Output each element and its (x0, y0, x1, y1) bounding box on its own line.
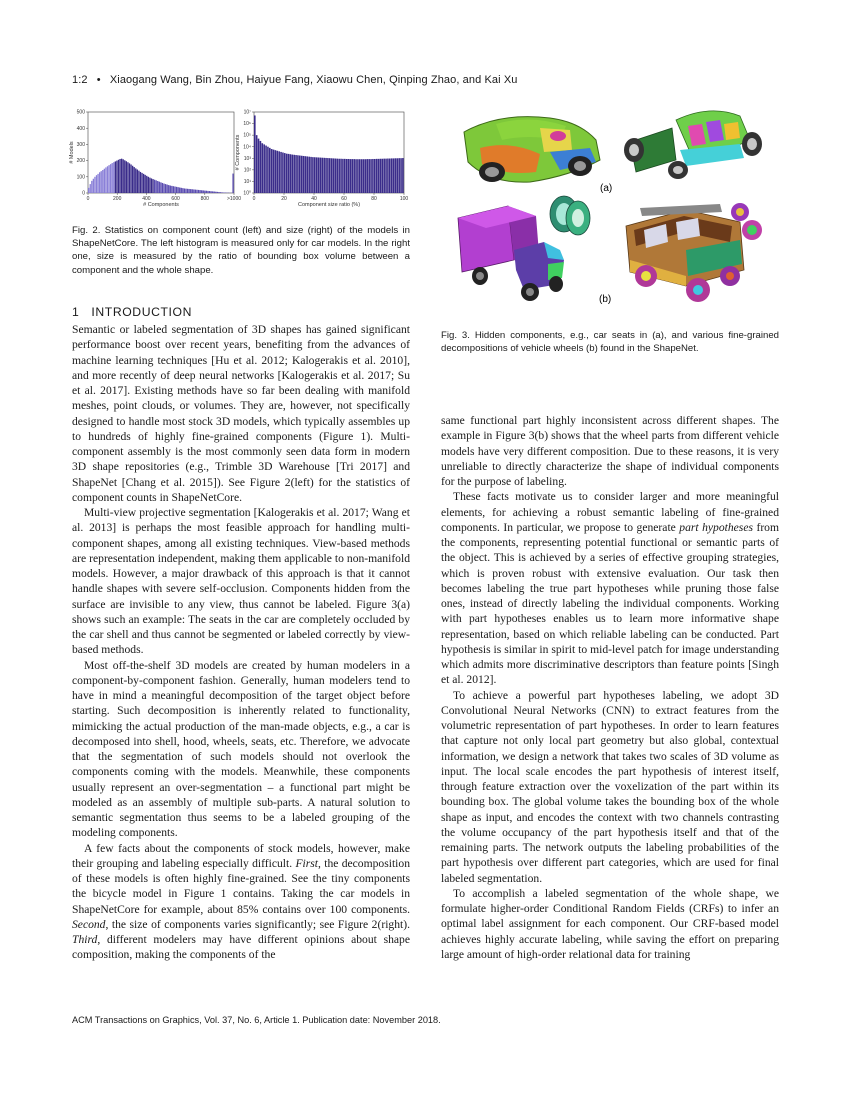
histogram-bar (137, 170, 138, 193)
histogram-bar (154, 180, 155, 193)
y-tick-label: 100 (76, 174, 85, 181)
histogram-bar (107, 166, 108, 193)
emphasis-third: Third (72, 933, 98, 946)
histogram-bar (105, 167, 106, 193)
figure-2-charts (68, 106, 410, 210)
y-tick-label: 400 (76, 125, 85, 132)
x-tick-label: 40 (311, 196, 317, 202)
histogram-component-count (69, 110, 241, 208)
author-list: Xiaogang Wang, Bin Zhou, Haiyue Fang, Xiaowu Chen, Qinping Zhao, and Kai Xu (109, 74, 518, 86)
histogram-bar (212, 191, 213, 193)
histogram-bar (88, 188, 89, 193)
histogram-bar (126, 161, 127, 193)
histogram-bar (160, 182, 161, 193)
histogram-bar (342, 159, 344, 193)
histogram-bar (165, 184, 166, 193)
histogram-bar (355, 159, 357, 193)
histogram-bar (174, 187, 175, 193)
histogram-bar (383, 159, 385, 193)
histogram-bar (218, 192, 219, 193)
histogram-bar (187, 189, 188, 193)
histogram-bar (361, 159, 363, 193)
histogram-bar (331, 158, 333, 193)
histogram-bar (325, 158, 327, 193)
histogram-bar (162, 183, 163, 193)
plot-frame (88, 112, 234, 193)
histogram-bar (176, 187, 177, 193)
histogram-bar (329, 158, 331, 193)
y-tick-label: 0 (82, 190, 85, 197)
histogram-bar (140, 172, 141, 193)
x-tick-label: 400 (142, 196, 151, 202)
histogram-bar (301, 156, 303, 193)
histogram-bar (203, 190, 204, 193)
header-separator: • (96, 74, 101, 86)
suv-render (626, 203, 762, 302)
section-number: 1 (72, 305, 80, 319)
histogram-bar (376, 159, 378, 193)
left-text-column (72, 322, 410, 963)
histogram-bar (372, 159, 374, 193)
histogram-bar (192, 189, 193, 193)
text-run: A few facts about the components of stock models, however, make their grouping and labeling especially difficult. (72, 841, 410, 870)
histogram-bar (173, 186, 174, 193)
histogram-bar (159, 182, 160, 193)
histogram-bar (112, 163, 113, 193)
running-header (72, 74, 517, 86)
histogram-bar (198, 190, 199, 193)
car-hidden-seats-render (464, 117, 600, 183)
histogram-bar (310, 157, 312, 193)
histogram-bar (141, 173, 142, 193)
histogram-bar (123, 159, 124, 193)
histogram-bar (363, 159, 365, 193)
histogram-bar (185, 189, 186, 193)
histogram-bar (348, 159, 350, 193)
emphasis-part-hypotheses: part hypotheses (679, 520, 753, 534)
histogram-bar (195, 190, 196, 193)
paragraph-right-4: To accomplish a labeled segmentation of the whole shape, we formulate higher-order Conditional Random Fields (CRFs) to infer an optimal label assignment for each component. Our CRF-based model achieves highly accurate labeling, while saving the effort on preparing large amount of high-order relational data for training (441, 886, 779, 961)
histogram-bar (145, 175, 146, 193)
histogram-bar (97, 174, 98, 193)
emphasis-first: First (295, 856, 319, 870)
histogram-bar (232, 174, 233, 193)
histogram-bar (135, 168, 136, 193)
histogram-bar (168, 185, 169, 193)
histogram-bar (104, 169, 105, 193)
histogram-bar (397, 158, 399, 193)
histogram-bar (389, 159, 391, 193)
histogram-bar (353, 159, 355, 193)
histogram-bar (288, 154, 290, 193)
right-text-column (441, 413, 779, 962)
histogram-bar (346, 159, 348, 193)
x-tick-label: 600 (171, 196, 180, 202)
histogram-bar (221, 192, 222, 193)
histogram-bar (113, 162, 114, 193)
histogram-bar (275, 150, 277, 193)
paragraph-right-2 (441, 489, 779, 687)
histogram-bar (320, 158, 322, 193)
histogram-bar (258, 139, 260, 193)
histogram-bar (199, 190, 200, 193)
histogram-bar (340, 159, 342, 193)
x-tick-label: 60 (341, 196, 347, 202)
histogram-bar (118, 160, 119, 193)
histogram-bar (204, 191, 205, 193)
histogram-bar (374, 159, 376, 193)
y-tick-label: 10⁴ (243, 144, 251, 151)
histogram-bar (359, 159, 361, 193)
histogram-bar (260, 141, 262, 193)
histogram-bar (277, 151, 279, 193)
histogram-bar (352, 159, 354, 193)
paragraph-right-3: To achieve a powerful part hypotheses labeling, we adopt 3D Convolutional Neural Networks (CNN) to extract features from the volumetric representation of part hypotheses. In order to learn features that capture not only local part geometry but also global, contextual information, we design a network that takes two scales of 3D volume as input. The local scale encodes the part hypothesis of interest itself, through feature extraction over the voxelization of the part within its bounding box. The global volume takes the bounding box of the whole shape as input, and encodes the context with two channels contrasting the volume occupancy of the part hypothesis itself and that of the remaining parts. The network outputs the labeling probabilities of the part hypothesis over different part categories, which are used for final labeled segmentation. (441, 688, 779, 885)
histogram-bar (316, 157, 318, 193)
histogram-bar (395, 158, 397, 193)
histogram-bar (254, 115, 256, 193)
histogram-bar (337, 159, 339, 193)
histogram-bar (307, 156, 309, 193)
figure-3b-label: (b) (599, 294, 612, 305)
histogram-bar (323, 158, 325, 193)
histogram-component-size (235, 110, 408, 208)
histogram-bar (293, 155, 295, 193)
page-number: 1:2 (72, 74, 88, 86)
figure-2-caption: Fig. 2. Statistics on component count (left) and size (right) of the models in ShapeNetCore. The left histogram is measured only for car models. In the right one, size is measured by the ratio of bounding box volume between a component and the whole shape. (72, 225, 410, 276)
histogram-bar (110, 164, 111, 193)
text-run: from the components, representing potential functional or semantic parts of the object. This is achieved by a series of effective grouping strategies, which is proven robust with extensive evaluation. Our task then becomes labeling the true part hypotheses while pruning those false ones, instead of directly labeling the individual components. Working with part hypotheses enables us to learn more informative shape representation, based on which reliable labeling can be conducted. Part hypothesis is similar in spirit to mid-level patch for image understanding which admits more discriminative descriptors than feature points [Singh et al. 2012]. (441, 520, 779, 687)
x-tick-label: 200 (113, 196, 122, 202)
histogram-bar (108, 165, 109, 193)
histogram-bar (116, 161, 117, 193)
x-tick-label: 20 (281, 196, 287, 202)
emphasis-second: Second (72, 917, 106, 931)
histogram-bar (214, 192, 215, 193)
histogram-bar (280, 152, 282, 193)
x-tick-label: 0 (252, 196, 256, 202)
histogram-bar (146, 176, 147, 193)
histogram-bar (367, 159, 369, 193)
histogram-bar (171, 186, 172, 193)
histogram-bar (365, 159, 367, 193)
histogram-bar (278, 151, 280, 193)
histogram-bar (350, 159, 352, 193)
histogram-bar (368, 159, 370, 193)
histogram-bar (344, 159, 346, 193)
histogram-bar (181, 188, 182, 193)
wheel-decomposition-render (550, 196, 590, 235)
y-tick-label: 10⁷ (243, 109, 251, 116)
histogram-bar (333, 158, 335, 193)
y-tick-label: 10⁶ (243, 121, 251, 128)
y-tick-label: 10¹ (243, 179, 251, 186)
histogram-bar (196, 190, 197, 193)
paragraph-intro-1: Semantic or labeled segmentation of 3D shapes has gained significant performance boost over recent years, benefiting from the advances of machine learning techniques [Hu et al. 2012; Kalogerakis et al. 2010], and more recently of deep neural networks [Kalogerakis et al. 2017; Su et al. 2017]. Existing methods have so far been dealing with manifold meshes, point clouds, or volumes. They are, however, not specifically designed to handle most stock 3D models, which typically assembles up to hundreds of highly fine-grained components (Figure 1). Multi-component assembly is the most commonly seen data form in modern 3D shape repositories (e.g., Trimble 3D Warehouse [Tri 2017] and ShapeNet [Chang et al. 2015]). See Figure 2(left) for the statistics of component counts in ShapeNetCore. (72, 323, 410, 504)
histogram-bar (273, 150, 275, 193)
histogram-bar (387, 159, 389, 193)
section-title: INTRODUCTION (91, 305, 193, 319)
histogram-bar (206, 191, 207, 193)
histogram-bar (143, 174, 144, 193)
histogram-bar (303, 156, 305, 193)
paragraph-right-1: same functional part highly inconsistent across different shapes. The example in Figure 3(b) shows that the wheel parts from different vehicle models have very different composition. Due to these reasons, it is very unreliable to directly characterize the shape of individual components for the purpose of labeling. (441, 414, 779, 488)
histogram-bar (282, 153, 284, 194)
y-tick-label: 10⁵ (243, 132, 251, 139)
histogram-bar (190, 189, 191, 193)
histogram-bar (124, 160, 125, 193)
paragraph-intro-4 (72, 841, 410, 963)
y-axis-label: # Components (235, 134, 241, 171)
histogram-bar (312, 157, 314, 193)
histogram-bar (357, 159, 359, 193)
histogram-bar (207, 191, 208, 193)
histogram-bar (292, 155, 294, 193)
histogram-bar (149, 178, 150, 193)
x-tick-label: 100 (399, 196, 409, 202)
histogram-bar (327, 158, 329, 193)
histogram-bar (370, 159, 372, 193)
histogram-bar (382, 159, 384, 193)
x-tick-label: 800 (200, 196, 209, 202)
histogram-bar (398, 158, 400, 193)
histogram-bar (130, 164, 131, 193)
histogram-bar (157, 181, 158, 193)
x-axis-label: Component size ratio (%) (297, 202, 361, 208)
histogram-bar (263, 144, 265, 193)
histogram-bar (335, 159, 337, 193)
histogram-bar (188, 189, 189, 193)
histogram-bar (121, 159, 122, 193)
histogram-bar (129, 163, 130, 193)
histogram-bar (295, 155, 297, 193)
y-tick-label: 500 (76, 109, 85, 116)
histogram-bar (391, 158, 393, 193)
histogram-bar (138, 171, 139, 193)
histogram-bar (94, 177, 95, 193)
histogram-bar (166, 185, 167, 193)
histogram-bar (209, 191, 210, 193)
histogram-bar (156, 180, 157, 193)
section-heading (72, 305, 192, 319)
histogram-bar (215, 192, 216, 193)
histogram-bar (151, 178, 152, 193)
histogram-bar (385, 159, 387, 193)
figure-3-renderings (440, 100, 780, 312)
histogram-bar (201, 190, 202, 193)
y-tick-label: 200 (76, 158, 85, 165)
x-axis-label: # Components (143, 202, 179, 208)
histogram-bar (314, 157, 316, 193)
histogram-bar (99, 172, 100, 193)
histogram-bar (305, 156, 307, 193)
histogram-bar (322, 158, 324, 193)
histogram-bar (265, 146, 267, 193)
text-run: , the decomposition of these models is often highly fine-grained. See the tiny components the bicycle model in Figure 1 contains. Taking the car models in ShapeNetCore for example, about 85% contains over 100 components. (72, 856, 410, 916)
histogram-bar (152, 179, 153, 193)
histogram-bar (210, 191, 211, 193)
paragraph-intro-3: Most off-the-shelf 3D models are created by human modelers in a component-by-component fashion. Generally, human modelers tend to have in mind a meaningful decomposition of the target object before starting. Such decomposition is inherently related to functionality, mimicking the actual production of the man-made objects, e.g., a car is decomposed into shell, hood, wheels, seats, etc. Therefore, we advocate that the segmentation of such models should not overlook the components coming with the models. Meanwhile, these components usually represent an over-segmentation – a functional part might be modeled as an assembly of multiple sub-parts. A natural solution to semantic segmentation thus seems to be a labeled grouping of the modeling components. (72, 658, 410, 840)
histogram-bar (132, 166, 133, 193)
histogram-bar (184, 188, 185, 193)
y-tick-label: 10² (243, 167, 251, 174)
histogram-bar (220, 192, 221, 193)
histogram-bar (91, 181, 92, 193)
text-run: These facts motivate us to consider larger and more meaningful elements, for achieving a robust semantic labeling of fine-grained components. In particular, we propose to generate (441, 490, 779, 534)
histogram-bar (90, 184, 91, 193)
histogram-bar (290, 154, 292, 193)
x-tick-label: 80 (371, 196, 377, 202)
histogram-bar (170, 186, 171, 193)
histogram-bar (134, 167, 135, 193)
histogram-bar (217, 192, 218, 193)
figure-3a-label: (a) (600, 183, 613, 194)
histogram-bar (286, 154, 288, 193)
text-run: , the size of components varies significantly; see Figure 2(right). (105, 917, 410, 931)
histogram-bar (269, 148, 271, 193)
histogram-bar (262, 143, 264, 193)
paragraph-intro-2: Multi-view projective segmentation [Kalogerakis et al. 2017; Wang et al. 2013] is perhaps the most feasible approach for handling multi-component shapes, among all existing techniques. View-based methods are representation independent, making them applicable to non-manifold models. However, a major drawback of this approach is that it cannot handle shapes with severe self-occlusion. Components hidden from the surface are invisible to any view, thus cannot be labeled. Figure 3(a) shows such an example: The seats in the car are completely occluded by the car shell and thus cannot be segmented or labeled correctly by view-based methods. (72, 506, 410, 657)
histogram-bar (267, 147, 269, 193)
histogram-bar (380, 159, 382, 193)
histogram-bar (148, 177, 149, 193)
text-run: , different modelers may have different opinions about shape composition, making the components of the (72, 933, 410, 962)
figure-3-caption: Fig. 3. Hidden components, e.g., car seats in (a), and various fine-grained decompositions of vehicle wheels (b) found in the ShapeNet. (441, 330, 779, 355)
x-tick-label: >1000 (226, 196, 242, 202)
y-axis-label: # Models (69, 141, 75, 164)
histogram-bar (102, 170, 103, 193)
histogram-bar (299, 156, 301, 193)
histogram-bar (338, 159, 340, 193)
car-interior-render (624, 111, 762, 179)
histogram-bar (400, 158, 402, 193)
histogram-bar (179, 187, 180, 193)
box-truck-render (458, 206, 564, 301)
histogram-bar (101, 171, 102, 193)
histogram-bar (177, 187, 178, 193)
histogram-bar (318, 157, 320, 193)
histogram-bar (96, 175, 97, 193)
histogram-bar (393, 158, 395, 193)
page-footer: ACM Transactions on Graphics, Vol. 37, No. 6, Article 1. Publication date: November 2018. (72, 1015, 441, 1025)
histogram-bar (271, 149, 273, 193)
histogram-bar (193, 189, 194, 193)
histogram-bar (308, 157, 310, 193)
histogram-bar (127, 162, 128, 193)
histogram-bar (163, 184, 164, 193)
histogram-bar (93, 179, 94, 193)
y-tick-label: 10³ (243, 155, 251, 162)
histogram-bar (119, 159, 120, 193)
histogram-bar (378, 159, 380, 193)
histogram-bar (182, 188, 183, 193)
y-tick-label: 300 (76, 142, 85, 148)
y-tick-label: 10⁰ (243, 190, 251, 197)
histogram-bar (284, 153, 286, 193)
histogram-bar (297, 155, 299, 193)
x-tick-label: 0 (86, 196, 90, 202)
histogram-bar (256, 135, 258, 193)
histogram-bar (115, 161, 116, 193)
histogram-bar (402, 158, 404, 193)
